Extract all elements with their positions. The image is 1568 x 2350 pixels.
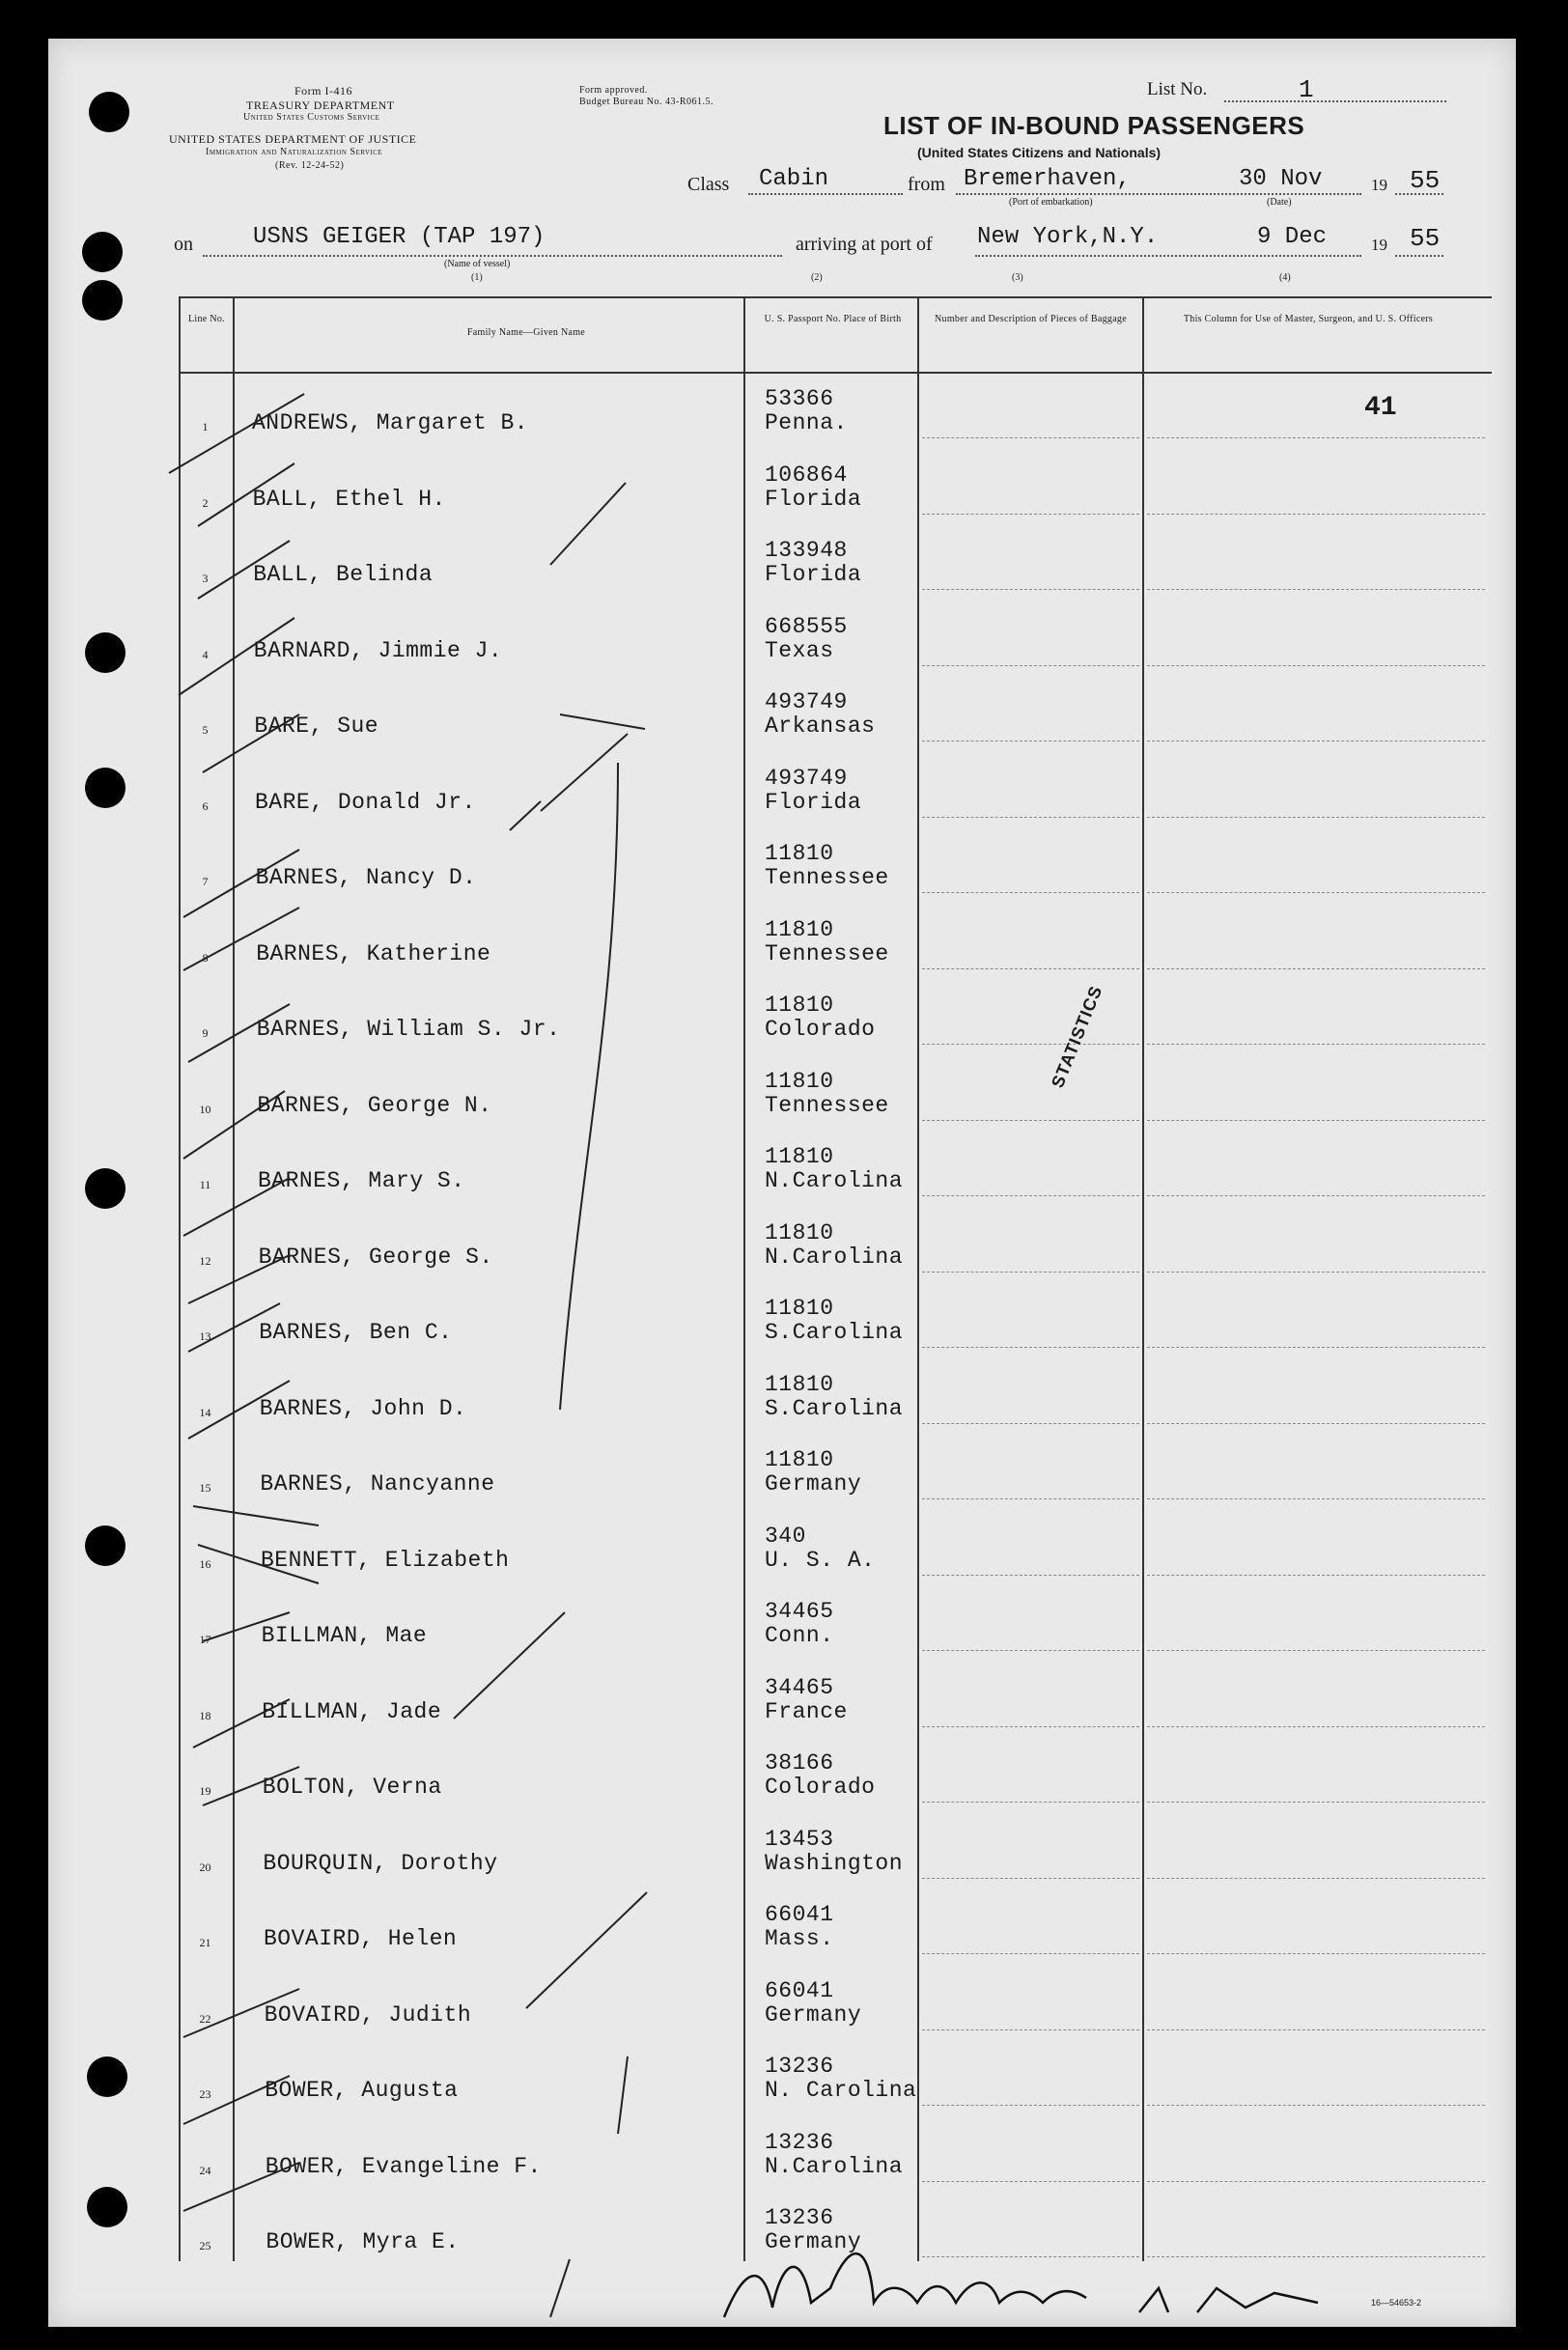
col-num-1: (1) (471, 272, 483, 283)
place-of-birth: Mass. (765, 1926, 834, 1951)
passenger-name: BILLMAN, Jade (262, 1698, 442, 1724)
date-caption: (Date) (1267, 197, 1292, 208)
passport-number: 53366 (765, 386, 834, 411)
pencil-stroke (560, 714, 645, 729)
passenger-name: BOWER, Myra E. (266, 2229, 460, 2254)
passenger-name: BARNES, Mary S. (258, 1168, 465, 1193)
check-mark (179, 618, 294, 695)
check-mark (188, 1381, 290, 1439)
passenger-name: BOURQUIN, Dorothy (263, 1850, 498, 1876)
check-mark (188, 1303, 280, 1352)
line-number: 19 (199, 1784, 211, 1798)
vessel-name: USNS GEIGER (TAP 197) (253, 224, 546, 250)
passport-number: 11810 (765, 1068, 834, 1094)
footer-code: 16—54653-2 (1371, 2298, 1422, 2308)
embark-year: 55 (1410, 166, 1441, 195)
line-number: 10 (199, 1102, 211, 1116)
line-number: 22 (199, 2011, 211, 2026)
passenger-name: BARNES, George S. (258, 1244, 493, 1270)
place-of-birth: France (765, 1698, 848, 1724)
pencil-stroke (560, 763, 618, 1410)
line-number: 12 (199, 1253, 211, 1268)
line-number: 14 (199, 1405, 211, 1419)
check-mark (193, 1506, 319, 1525)
pencil-stroke (541, 734, 628, 811)
page-subtitle: (United States Citizens and Nationals) (917, 145, 1162, 160)
class-value: Cabin (759, 166, 829, 192)
ins-service: Immigration and Naturalization Service (206, 147, 383, 157)
passport-number: 11810 (765, 1371, 834, 1397)
port-caption: (Port of embarkation) (1009, 197, 1093, 208)
check-mark (203, 1612, 290, 1641)
passport-number: 34465 (765, 1599, 834, 1624)
passport-number: 11810 (765, 916, 834, 942)
line-number: 6 (202, 798, 209, 813)
line-number: 21 (199, 1936, 211, 1949)
line-number: 5 (202, 723, 209, 737)
passport-number: 11810 (765, 1219, 834, 1245)
pencil-stroke (618, 2056, 628, 2134)
line-number: 2 (202, 495, 209, 510)
place-of-birth: U. S. A. (765, 1547, 876, 1573)
place-of-birth: Colorado (765, 1017, 876, 1042)
col-num-3: (3) (1012, 272, 1023, 283)
line-number: 24 (199, 2163, 211, 2177)
check-mark (198, 541, 290, 599)
place-of-birth: Tennessee (765, 940, 889, 966)
line-number: 18 (199, 1708, 211, 1722)
line-number: 4 (202, 647, 209, 661)
passenger-name: BOVAIRD, Judith (264, 2001, 472, 2028)
arrival-year: 55 (1410, 224, 1441, 253)
from-value: Bremerhaven, (964, 166, 1131, 192)
passport-number: 11810 (765, 841, 834, 866)
place-of-birth: N.Carolina (765, 1168, 904, 1193)
place-of-birth: Florida (765, 562, 862, 587)
line-number: 3 (202, 572, 209, 585)
passenger-name: BARNES, Nancy D. (255, 865, 477, 890)
line-number: 16 (199, 1556, 211, 1571)
passport-number: 13236 (765, 2054, 834, 2079)
embark-date: 30 Nov (1239, 166, 1323, 192)
passport-number: 66041 (765, 1977, 834, 2003)
passenger-name: BENNETT, Elizabeth (261, 1547, 510, 1573)
passport-number: 13453 (765, 1826, 834, 1852)
year-prefix-2: 19 (1371, 236, 1387, 254)
revision: (Rev. 12-24-52) (275, 160, 345, 171)
passenger-name: BARNARD, Jimmie J. (253, 637, 503, 663)
list-no-value: 1 (1299, 75, 1314, 104)
line-number: 17 (199, 1633, 211, 1646)
check-mark (198, 1545, 319, 1583)
check-mark (203, 1767, 299, 1805)
line-number: 15 (199, 1481, 211, 1495)
place-of-birth: Germany (765, 2229, 862, 2254)
passenger-name: BARNES, Nancyanne (260, 1471, 495, 1497)
col-num-2: (2) (811, 272, 823, 283)
passenger-name: BALL, Belinda (253, 562, 434, 587)
passenger-name: BOVAIRD, Helen (264, 1926, 458, 1951)
passenger-name: BOWER, Augusta (265, 2078, 459, 2103)
year-prefix: 19 (1371, 176, 1387, 194)
passenger-name: BOWER, Evangeline F. (265, 2153, 542, 2179)
check-mark (183, 850, 299, 917)
col-head-name: Family Name—Given Name (466, 327, 586, 338)
passport-number: 38166 (765, 1750, 834, 1776)
officer-note: 41 (1364, 393, 1397, 423)
passenger-name: BARE, Donald Jr. (255, 789, 476, 815)
col-head-passport: U. S. Passport No. Place of Birth (764, 314, 902, 324)
place-of-birth: Tennessee (765, 1092, 889, 1118)
passport-number: 11810 (765, 1447, 834, 1472)
check-mark (183, 1989, 299, 2037)
col-head-baggage: Number and Description of Pieces of Baggage (935, 314, 1127, 324)
justice-dept: UNITED STATES DEPARTMENT OF JUSTICE (169, 132, 417, 146)
pencil-stroke (550, 2259, 570, 2317)
check-mark (188, 1004, 290, 1062)
list-no-label: List No. (1147, 79, 1208, 99)
col-num-4: (4) (1279, 272, 1291, 283)
place-of-birth: N.Carolina (765, 1244, 904, 1270)
place-of-birth: N.Carolina (765, 2153, 904, 2179)
place-of-birth: S.Carolina (765, 1395, 904, 1421)
place-of-birth: Germany (765, 1471, 862, 1497)
place-of-birth: S.Carolina (765, 1320, 904, 1345)
check-mark (183, 2076, 290, 2124)
arrival-date: 9 Dec (1257, 224, 1328, 250)
arrival-port: New York,N.Y. (977, 224, 1159, 250)
line-number: 1 (202, 420, 209, 434)
place-of-birth: Tennessee (765, 865, 889, 890)
passenger-name: BOLTON, Verna (262, 1775, 442, 1800)
line-number: 23 (199, 2087, 211, 2101)
on-label: on (174, 234, 193, 255)
line-number: 8 (202, 950, 209, 965)
budget-bureau: Budget Bureau No. 43-R061.5. (579, 97, 714, 107)
check-mark (183, 908, 299, 970)
passport-number: 66041 (765, 1902, 834, 1927)
form-approved: Form approved. (579, 85, 648, 96)
signature (724, 2253, 1318, 2317)
check-mark (183, 1091, 285, 1159)
place-of-birth: N. Carolina (765, 2078, 917, 2103)
place-of-birth: Germany (765, 2001, 862, 2028)
treasury-dept: TREASURY DEPARTMENT (246, 98, 395, 112)
check-mark (183, 1178, 290, 1236)
passenger-name: BARNES, John D. (259, 1395, 467, 1421)
passport-number: 106864 (765, 462, 848, 488)
passport-number: 493749 (765, 765, 848, 791)
vessel-caption: (Name of vessel) (444, 259, 511, 269)
place-of-birth: Conn. (765, 1623, 834, 1648)
line-number: 25 (199, 2239, 211, 2252)
passenger-name: BARNES, Ben C. (259, 1320, 453, 1345)
passenger-name: BALL, Ethel H. (252, 486, 446, 512)
place-of-birth: Arkansas (765, 713, 876, 739)
passport-number: 13236 (765, 2129, 834, 2155)
statistics-stamp: STATISTICS (1048, 982, 1106, 1091)
line-number: 13 (199, 1329, 211, 1343)
check-mark (169, 394, 304, 473)
line-number: 20 (199, 1860, 211, 1874)
pencil-stroke (550, 483, 626, 565)
passenger-name: BARNES, George N. (257, 1092, 492, 1118)
passenger-name: BARE, Sue (254, 713, 379, 739)
pencil-stroke (526, 1892, 647, 2008)
arriving-label: arriving at port of (796, 234, 933, 255)
check-mark (183, 2163, 299, 2211)
passport-number: 34465 (765, 1674, 834, 1700)
passport-number: 11810 (765, 1144, 834, 1169)
place-of-birth: Florida (765, 486, 862, 512)
passenger-name: BARNES, William S. Jr. (256, 1017, 561, 1042)
line-number: 9 (202, 1026, 209, 1040)
check-mark (203, 714, 299, 772)
place-of-birth: Penna. (765, 410, 848, 435)
place-of-birth: Texas (765, 637, 834, 663)
col-head-line: Line No. (188, 314, 225, 324)
passport-number: 11810 (765, 1296, 834, 1321)
passport-number: 133948 (765, 538, 848, 563)
pencil-stroke (454, 1612, 565, 1719)
place-of-birth: Florida (765, 789, 862, 815)
passport-number: 11810 (765, 993, 834, 1018)
form-number: Form I-416 (294, 84, 352, 98)
passenger-name: BARNES, Katherine (256, 940, 491, 966)
line-number: 7 (202, 875, 209, 888)
passport-number: 340 (765, 1523, 806, 1549)
class-label: Class (687, 174, 730, 195)
passenger-name: ANDREWS, Margaret B. (252, 410, 529, 435)
passport-number: 668555 (765, 613, 848, 639)
place-of-birth: Washington (765, 1850, 904, 1876)
passport-number: 13236 (765, 2205, 834, 2230)
check-mark (188, 1255, 290, 1303)
passport-number: 493749 (765, 689, 848, 714)
line-number: 11 (199, 1178, 211, 1191)
customs-service: United States Customs Service (243, 112, 380, 123)
check-mark (193, 1699, 290, 1748)
passenger-name: BILLMAN, Mae (261, 1623, 428, 1648)
from-label: from (908, 174, 945, 195)
page-title: LIST OF IN-BOUND PASSENGERS (883, 111, 1305, 140)
place-of-birth: Colorado (765, 1775, 876, 1800)
check-mark (198, 463, 294, 526)
col-head-officers: This Column for Use of Master, Surgeon, and U. S. Officers (1183, 314, 1434, 324)
pencil-stroke (510, 801, 541, 830)
